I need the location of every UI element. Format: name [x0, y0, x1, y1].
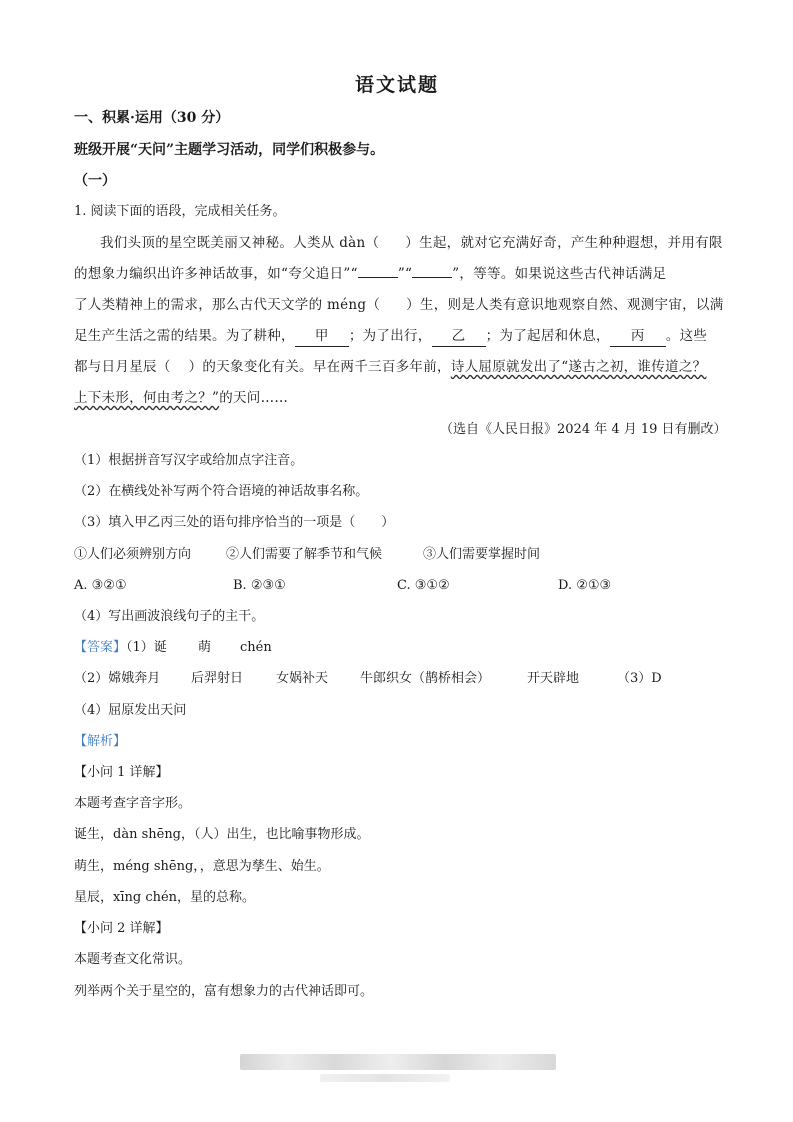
passage-line-1: 我们头顶的星空既美丽又神秘。人类从 dàn（ ）生起，就对它充满好奇，产生种种遐想，并用有限	[100, 235, 723, 251]
task-2: （2）在横线处补写两个符合语境的神话故事名称。	[74, 484, 369, 499]
analysis-line: 列举两个关于星空的，富有想象力的古代神话即可。	[74, 984, 374, 999]
passage-line-6: 上下未形，何由考之？”的天问……	[74, 390, 289, 406]
section-heading: 一、积累·运用（30 分）	[74, 110, 230, 126]
part-label: （一）	[74, 173, 116, 189]
passage-source: （选自《人民日报》2024 年 4 月 19 日有删改）	[440, 422, 727, 437]
answer-label: 【答案】	[74, 640, 127, 655]
passage-line-3: 了人类精神上的需求，那么古代天文学的 méng（ ）生，则是人类有意识地观察自然、观测宇宙，以满	[74, 297, 724, 313]
answer-line-1: 【答案】（1）诞	[74, 640, 167, 655]
option-c: C. ③①②	[397, 578, 450, 593]
answer-3: （3）D	[617, 671, 662, 686]
statement-2: ②人们需要了解季节和气候	[226, 547, 383, 562]
answer-1-word-2: 萌	[198, 640, 212, 655]
answer-2-item-1: （2）嫦娥奔月	[74, 671, 161, 686]
page-title: 语文试题	[355, 74, 440, 96]
statement-3: ③人们需要掌握时间	[423, 547, 541, 562]
answer-1-pinyin: chén	[240, 640, 272, 655]
analysis-line: 本题考查文化常识。	[74, 952, 192, 967]
answer-2-item-4: 牛郎织女（鹊桥相会）	[360, 671, 491, 686]
wavy-sentence-part-2: 上下未形，何由考之？”	[74, 390, 220, 406]
passage-line-5: 都与日月星辰（ ）的天象变化有关。早在两千三百多年前，诗人屈原就发出了“遂古之初，谁传道之？	[74, 359, 707, 375]
blank-yi: 乙	[432, 326, 486, 347]
option-d: D. ②①③	[558, 578, 612, 593]
question-1: 1. 阅读下面的语段，完成相关任务。	[74, 204, 286, 219]
wavy-sentence-part-1: 诗人屈原就发出了“遂古之初，谁传道之？	[450, 359, 707, 375]
myth-blank-2	[412, 277, 452, 278]
blurred-footer-sub	[320, 1074, 450, 1082]
statement-1: ①人们必须辨别方向	[74, 547, 192, 562]
answer-2-item-5: 开天辟地	[527, 671, 580, 686]
blank-jia: 甲	[295, 326, 349, 347]
analysis-line: 萌生，méng shēng，，意思为孳生、始生。	[74, 859, 330, 874]
option-b: B. ②③①	[233, 578, 286, 593]
activity-intro: 班级开展“天问”主题学习活动，同学们积极参与。	[74, 142, 385, 158]
passage-line-2: 的想象力编织出许多神话故事，如“夸父追日”“ ”“ ”，等等。如果说这些古代神话满足	[74, 266, 667, 282]
dotted-char: 辰	[143, 359, 157, 375]
task-1: （1）根据拼音写汉字或给加点字注音。	[74, 453, 304, 468]
answer-2-item-2: 后羿射日	[191, 671, 244, 686]
passage-line-4: 足生产生活之需的结果。为了耕种， 甲 ；为了出行， 乙 ；为了起居和休息， 丙 。这些	[74, 326, 707, 347]
myth-blank-1	[358, 277, 398, 278]
analysis-line: 诞生，dàn shēng，（人）出生，也比喻事物形成。	[74, 827, 370, 842]
sub-question-2-heading: 【小问 2 详解】	[74, 921, 169, 936]
option-a: A. ③②①	[74, 578, 127, 593]
answer-4: （4）屈原发出天问	[74, 703, 187, 718]
sub-question-1-heading: 【小问 1 详解】	[74, 765, 169, 780]
answer-2-item-3: 女娲补天	[276, 671, 329, 686]
analysis-line: 本题考查字音字形。	[74, 796, 192, 811]
task-3: （3）填入甲乙丙三处的语句排序恰当的一项是（ ）	[74, 515, 395, 530]
analysis-line: 星辰，xīng chén，星的总称。	[74, 890, 256, 905]
analysis-label: 【解析】	[74, 734, 127, 749]
blurred-footer	[240, 1054, 556, 1070]
blank-bing: 丙	[610, 326, 666, 347]
task-4: （4）写出画波浪线句子的主干。	[74, 609, 265, 624]
